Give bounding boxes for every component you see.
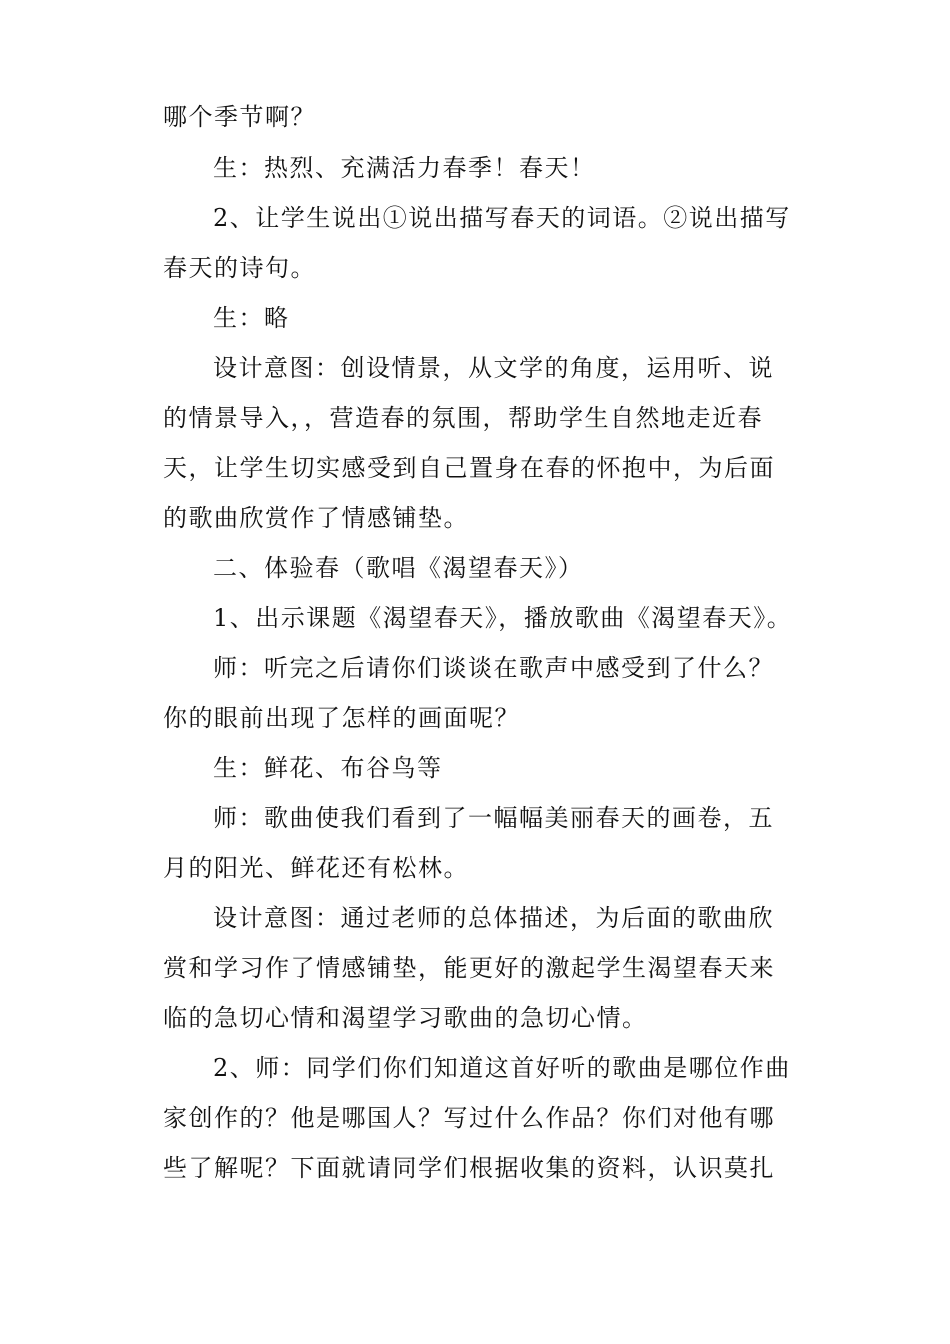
- text-line: 的情景导入，，营造春的氛围，帮助学生自然地走近春: [163, 404, 763, 432]
- text-line: 的歌曲欣赏作了情感铺垫。: [163, 504, 469, 532]
- text-line: 生：热烈、充满活力春季！春天！: [213, 154, 596, 182]
- text-line: 2、师：同学们你们知道这首好听的歌曲是哪位作曲: [213, 1054, 791, 1082]
- text-line: 哪个季节啊？: [163, 103, 316, 131]
- text-line: 2、让学生说出①说出描写春天的词语。②说出描写: [213, 204, 791, 232]
- text-line: 春天的诗句。: [163, 254, 316, 282]
- text-line: 设计意图：创设情景，从文学的角度，运用听、说: [213, 354, 774, 382]
- text-line: 师：听完之后请你们谈谈在歌声中感受到了什么？: [213, 654, 774, 682]
- text-line: 临的急切心情和渴望学习歌曲的急切心情。: [163, 1004, 648, 1032]
- text-line: 设计意图：通过老师的总体描述，为后面的歌曲欣: [213, 904, 774, 932]
- text-line: 家创作的？他是哪国人？写过什么作品？你们对他有哪: [163, 1104, 775, 1132]
- text-line: 你的眼前出现了怎样的画面呢？: [163, 704, 520, 732]
- text-line: 月的阳光、鲜花还有松林。: [163, 854, 469, 882]
- text-line: 生：略: [213, 304, 290, 332]
- section-heading: 二、体验春（歌唱《渴望春天》）: [213, 554, 584, 582]
- text-line: 天，让学生切实感受到自己置身在春的怀抱中，为后面: [163, 454, 775, 482]
- text-line: 些了解呢？下面就请同学们根据收集的资料，认识莫扎: [163, 1154, 775, 1182]
- text-line: 师：歌曲使我们看到了一幅幅美丽春天的画卷，五: [213, 804, 774, 832]
- text-line: 生：鲜花、布谷鸟等: [213, 754, 443, 782]
- text-line: 1、出示课题《渴望春天》，播放歌曲《渴望春天》。: [213, 604, 793, 632]
- text-line: 赏和学习作了情感铺垫，能更好的激起学生渴望春天来: [163, 954, 775, 982]
